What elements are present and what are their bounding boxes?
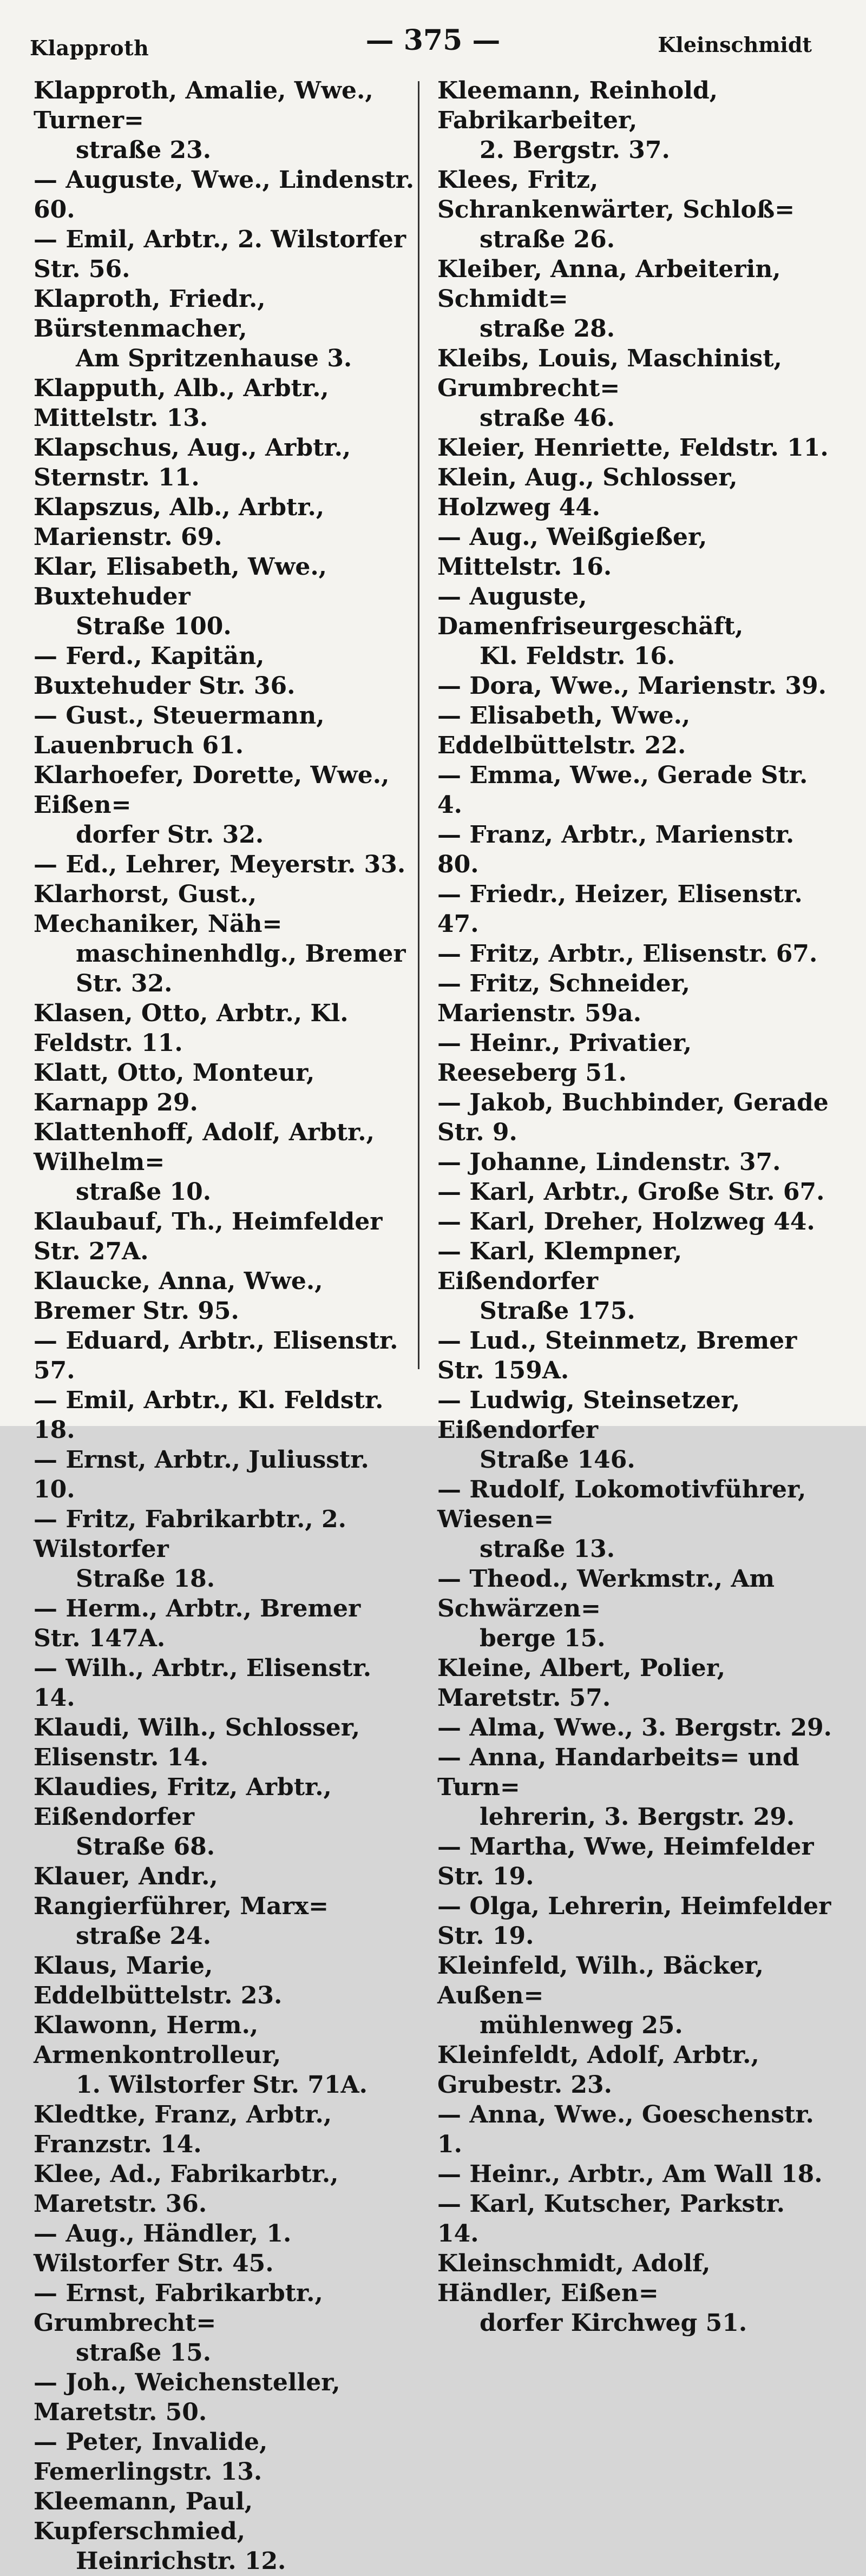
directory-entry [34,284,415,373]
entry-continuation: Straße 18. [76,1565,215,1593]
directory-entry [34,2219,415,2278]
directory-entry [437,2040,832,2100]
entry-continuation: straße 10. [76,1178,212,1206]
directory-entry [34,1951,415,2010]
directory-entry [437,1564,832,1653]
entry-line: — Fritz, Schneider, Marienstr. 59a. [437,970,690,1027]
entry-continuation: straße 15. [76,2339,212,2367]
directory-entry [34,1118,415,1207]
entry-line: — Karl, Klempner, Eißendorfer [437,1238,683,1295]
directory-entry [437,1177,832,1207]
entry-line: — Franz, Arbtr., Marienstr. 80. [437,821,795,878]
entry-continuation: lehrerin, 3. Bergstr. 29. [480,1803,795,1831]
directory-entry [437,76,832,165]
directory-entry [34,165,415,225]
entry-continuation: Kl. Feldstr. 16. [480,642,675,670]
directory-entry [34,492,415,552]
directory-entry [437,1713,832,1743]
entry-line: — Ferd., Kapitän, Buxtehuder Str. 36. [34,642,296,700]
directory-entry [34,1207,415,1266]
entry-continuation: Straße 100. [76,613,232,640]
entry-line: Klees, Fritz, Schrankenwärter, Schloß= [437,166,795,224]
entry-line: Kleemann, Reinhold, Fabrikarbeiter, [437,77,718,134]
directory-entry [34,552,415,641]
directory-entry [437,463,832,522]
entry-line: Kleiber, Anna, Arbeiterin, Schmidt= [437,255,781,313]
entry-line: Klaproth, Friedr., Bürstenmacher, [34,285,266,343]
entry-continuation: Straße 175. [480,1297,635,1325]
page-number: — 375 — [365,24,501,57]
entry-line: — Emma, Wwe., Gerade Str. 4. [437,761,808,819]
entry-line: Kleier, Henriette, Feldstr. 11. [437,434,829,462]
directory-entry [34,1385,415,1445]
directory-entry [437,820,832,879]
directory-entry [437,433,832,463]
entry-line: Klaubauf, Th., Heimfelder Str. 27A. [34,1208,383,1265]
entry-continuation: Straße 146. [480,1446,635,1474]
entry-continuation: Heinrichstr. 12. [76,2547,286,2575]
directory-entry [34,1862,415,1951]
entry-line: — Heinr., Privatier, Reeseberg 51. [437,1029,692,1087]
directory-entry [34,850,415,879]
directory-entry [34,641,415,701]
directory-entry [34,2368,415,2427]
entry-line: — Emil, Arbtr., 2. Wilstorfer Str. 56. [34,226,406,283]
directory-entry [34,225,415,284]
directory-entry [34,1326,415,1385]
entry-line: — Karl, Kutscher, Parkstr. 14. [437,2190,785,2248]
entry-line: Kleine, Albert, Polier, Maretstr. 57. [437,1654,726,1712]
directory-entry [34,2427,415,2487]
entry-line: — Wilh., Arbtr., Elisenstr. 14. [34,1654,372,1712]
entry-line: Klapproth, Amalie, Wwe., Turner= [34,77,373,134]
directory-entry [437,165,832,254]
entry-line: Klaudies, Fritz, Arbtr., Eißendorfer [34,1773,332,1831]
directory-entry [437,1088,832,1147]
entry-line: Kleinfeldt, Adolf, Arbtr., Grubestr. 23. [437,2041,759,2099]
directory-entry [34,1713,415,1772]
entry-continuation: Am Spritzenhause 3. [76,345,352,372]
directory-entry [437,2189,832,2249]
entry-line: — Fritz, Fabrikarbtr., 2. Wilstorfer [34,1506,346,1563]
directory-entry [34,1772,415,1862]
entry-line: — Ernst, Fabrikarbtr., Grumbrecht= [34,2279,323,2337]
entry-line: Klaucke, Anna, Wwe., Bremer Str. 95. [34,1267,323,1325]
directory-entry [437,671,832,701]
directory-entry [437,1028,832,1088]
entry-continuation: maschinenhdlg., Bremer Str. 32. [76,940,406,997]
entry-continuation: straße 28. [480,315,615,343]
entry-line: Klapschus, Aug., Arbtr., Sternstr. 11. [34,434,351,491]
entry-line: — Aug., Händler, 1. Wilstorfer Str. 45. [34,2220,292,2277]
head-right-catchword: Kleinschmidt [658,32,812,57]
entry-line: — Auguste, Wwe., Lindenstr. 60. [34,166,415,224]
directory-entry [437,701,832,760]
directory-entry [437,879,832,939]
entry-line: Klaus, Marie, Eddelbüttelstr. 23. [34,1952,283,2009]
directory-entry [34,2010,415,2100]
entry-line: — Martha, Wwe, Heimfelder Str. 19. [437,1833,814,1890]
directory-entry [34,1058,415,1118]
entry-line: — Karl, Arbtr., Große Str. 67. [437,1178,825,1206]
entry-line: Klar, Elisabeth, Wwe., Buxtehuder [34,553,327,610]
entry-line: — Lud., Steinmetz, Bremer Str. 159A. [437,1327,797,1384]
directory-entry [437,2249,832,2338]
directory-entry [34,701,415,760]
entry-line: Klauer, Andr., Rangierführer, Marx= [34,1863,329,1920]
directory-entry [437,1207,832,1237]
directory-entry [34,1504,415,1594]
entry-continuation: straße 24. [76,1922,212,1950]
entry-line: — Rudolf, Lokomotivführer, Wiesen= [437,1476,806,1533]
directory-entry [34,998,415,1058]
entry-line: — Heinr., Arbtr., Am Wall 18. [437,2160,823,2188]
entry-line: Klatt, Otto, Monteur, Karnapp 29. [34,1059,315,1116]
entry-line: Kledtke, Franz, Arbtr., Franzstr. 14. [34,2101,332,2158]
directory-entry [437,1891,832,1951]
entry-line: — Anna, Wwe., Goeschenstr. 1. [437,2101,814,2158]
directory-entry [437,760,832,820]
entry-line: — Dora, Wwe., Marienstr. 39. [437,672,826,700]
directory-entry [34,2487,415,2576]
entry-line: Klein, Aug., Schlosser, Holzweg 44. [437,464,738,521]
entry-line: Kleinfeld, Wilh., Bäcker, Außen= [437,1952,764,2009]
directory-entry [34,1266,415,1326]
entry-continuation: straße 23. [76,136,212,164]
directory-entry [437,939,832,969]
entry-line: Klasen, Otto, Arbtr., Kl. Feldstr. 11. [34,1000,349,1057]
entry-line: Kleemann, Paul, Kupferschmied, [34,2488,253,2545]
directory-entry [437,1653,832,1713]
directory-entry [34,2278,415,2368]
directory-entry [437,254,832,344]
entry-line: — Alma, Wwe., 3. Bergstr. 29. [437,1714,832,1742]
directory-entry [34,76,415,165]
directory-entry [437,1326,832,1385]
entry-line: — Herm., Arbtr., Bremer Str. 147A. [34,1595,361,1652]
entry-line: — Aug., Weißgießer, Mittelstr. 16. [437,523,707,581]
entry-line: — Elisabeth, Wwe., Eddelbüttelstr. 22. [437,702,691,759]
entry-line: — Ludwig, Steinsetzer, Eißendorfer [437,1386,740,1444]
right-column [437,76,832,2338]
directory-entry [437,2159,832,2189]
entry-line: — Olga, Lehrerin, Heimfelder Str. 19. [437,1892,831,1950]
directory-entry [437,1147,832,1177]
entry-line: — Anna, Handarbeits= und Turn= [437,1744,799,1801]
entry-line: — Emil, Arbtr., Kl. Feldstr. 18. [34,1386,384,1444]
entry-line: — Fritz, Arbtr., Elisenstr. 67. [437,940,818,968]
entry-continuation: 1. Wilstorfer Str. 71A. [76,2071,368,2099]
entry-line: — Jakob, Buchbinder, Gerade Str. 9. [437,1089,829,1146]
directory-entry [34,1653,415,1713]
entry-line: — Eduard, Arbtr., Elisenstr. 57. [34,1327,398,1384]
entry-line: — Gust., Steuermann, Lauenbruch 61. [34,702,325,759]
entry-continuation: 2. Bergstr. 37. [480,136,670,164]
entry-line: Klarhoefer, Dorette, Wwe., Eißen= [34,761,390,819]
entry-continuation: dorfer Kirchweg 51. [480,2309,747,2337]
directory-entry [34,1594,415,1653]
entry-line: Klee, Ad., Fabrikarbtr., Maretstr. 36. [34,2160,339,2218]
directory-entry [437,1385,832,1475]
directory-entry [34,1445,415,1504]
directory-entry [437,344,832,433]
entry-continuation: straße 26. [480,226,615,253]
entry-line: Klarhorst, Gust., Mechaniker, Näh= [34,880,283,938]
entry-line: — Ed., Lehrer, Meyerstr. 33. [34,851,406,878]
entry-line: Klattenhoff, Adolf, Arbtr., Wilhelm= [34,1119,375,1176]
entry-line: Klaudi, Wilh., Schlosser, Elisenstr. 14. [34,1714,360,1771]
entry-line: — Karl, Dreher, Holzweg 44. [437,1208,815,1236]
directory-entry [34,433,415,492]
entry-line: — Auguste, Damenfriseurgeschäft, [437,583,744,640]
directory-entry [437,1832,832,1891]
directory-entry [437,1475,832,1564]
entry-line: — Theod., Werkmstr., Am Schwärzen= [437,1565,775,1622]
left-column [34,76,415,2576]
directory-entry [34,2159,415,2219]
entry-continuation: dorfer Str. 32. [76,821,264,849]
directory-entry [437,1743,832,1832]
entry-line: Klawonn, Herm., Armenkontrolleur, [34,2012,281,2069]
entry-line: Klapputh, Alb., Arbtr., Mittelstr. 13. [34,374,329,432]
entry-continuation: straße 13. [480,1535,615,1563]
directory-entry [437,582,832,671]
head-left-catchword: Klapproth [30,36,149,60]
entry-continuation: straße 46. [480,404,615,432]
directory-entry [34,879,415,998]
directory-entry [437,522,832,582]
entry-line: Kleinschmidt, Adolf, Händler, Eißen= [437,2250,711,2307]
running-head [0,17,866,61]
entry-line: Klapszus, Alb., Arbtr., Marienstr. 69. [34,494,325,551]
directory-entry [34,373,415,433]
entry-line: — Ernst, Arbtr., Juliusstr. 10. [34,1446,369,1503]
entry-line: — Johanne, Lindenstr. 37. [437,1148,781,1176]
column-rule [418,81,419,1369]
directory-entry [34,760,415,850]
entry-line: — Joh., Weichensteller, Maretstr. 50. [34,2369,340,2426]
entry-line: Kleibs, Louis, Maschinist, Grumbrecht= [437,345,782,402]
directory-entry [34,2100,415,2159]
entry-line: — Peter, Invalide, Femerlingstr. 13. [34,2428,268,2486]
entry-line: — Friedr., Heizer, Elisenstr. 47. [437,880,803,938]
entry-continuation: mühlenweg 25. [480,2012,683,2039]
directory-entry [437,1951,832,2040]
entry-continuation: Straße 68. [76,1833,215,1861]
directory-entry [437,969,832,1028]
directory-entry [437,2100,832,2159]
entry-continuation: berge 15. [480,1625,606,1652]
directory-entry [437,1237,832,1326]
